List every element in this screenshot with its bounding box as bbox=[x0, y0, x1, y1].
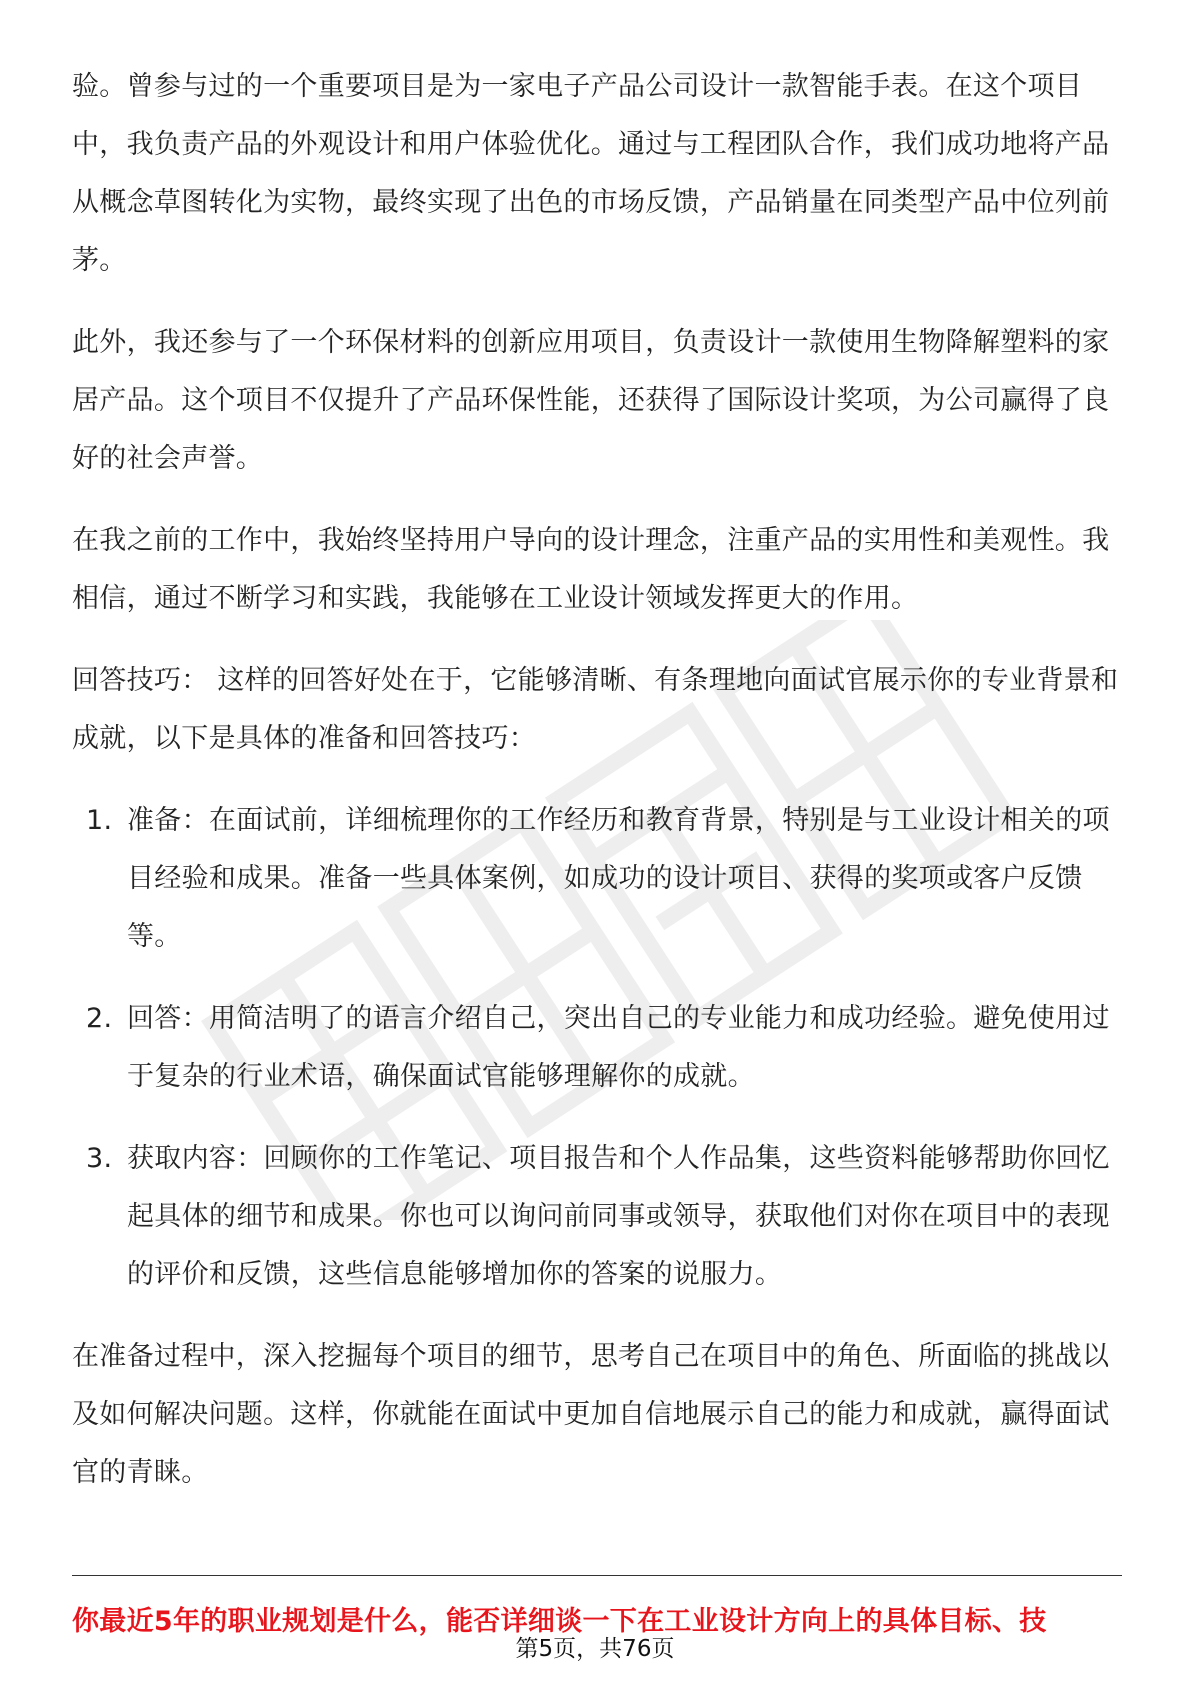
list-item-number: 1. bbox=[86, 805, 113, 836]
list-item bbox=[72, 990, 1122, 1106]
next-question-heading: 你最近5年的职业规划是什么，能否详细谈一下在工业设计方向上的具体目标、技 bbox=[72, 1606, 1047, 1637]
list-item bbox=[72, 792, 1122, 966]
section-divider bbox=[72, 1575, 1122, 1576]
list-item bbox=[72, 1130, 1122, 1304]
paragraph-design-philosophy: 在我之前的工作中，我始终坚持用户导向的设计理念，注重产品的实用性和美观性。我相信，通过不断学习和实践，我能够在工业设计领域发挥更大的作用。 bbox=[72, 525, 1110, 614]
list-item-text: 获取内容：回顾你的工作笔记、项目报告和个人作品集，这些资料能够帮助你回忆起具体的细节和成果。你也可以询问前同事或领导，获取他们对你在项目中的表现的评价和反馈，这些信息能够增加你的答案的说服力。 bbox=[127, 1143, 1110, 1290]
list-item-text: 准备：在面试前，详细梳理你的工作经历和教育背景，特别是与工业设计相关的项目经验和成果。准备一些具体案例，如成功的设计项目、获得的奖项或客户反馈等。 bbox=[127, 805, 1110, 952]
list-item-number: 3. bbox=[86, 1143, 113, 1174]
document-body bbox=[72, 58, 1122, 1526]
page-number: 第5页，共76页 bbox=[515, 1636, 675, 1662]
tips-list bbox=[72, 792, 1122, 1304]
paragraph-answer-tips: 回答技巧： 这样的回答好处在于，它能够清晰、有条理地向面试官展示你的专业背景和成就，以下是具体的准备和回答技巧： bbox=[72, 665, 1119, 754]
paragraph-closing: 在准备过程中，深入挖掘每个项目的细节，思考自己在项目中的角色、所面临的挑战以及如何解决问题。这样，你就能在面试中更加自信地展示自己的能力和成就，赢得面试官的青睐。 bbox=[72, 1341, 1110, 1488]
list-item-text: 回答：用简洁明了的语言介绍自己，突出自己的专业能力和成功经验。避免使用过于复杂的行业术语，确保面试官能够理解你的成就。 bbox=[127, 1003, 1110, 1092]
list-item-number: 2. bbox=[86, 1003, 113, 1034]
paragraph-eco-project: 此外，我还参与了一个环保材料的创新应用项目，负责设计一款使用生物降解塑料的家居产品。这个项目不仅提升了产品环保性能，还获得了国际设计奖项，为公司赢得了良好的社会声誉。 bbox=[72, 327, 1110, 474]
paragraph-project-experience: 验。曾参与过的一个重要项目是为一家电子产品公司设计一款智能手表。在这个项目中，我负责产品的外观设计和用户体验优化。通过与工程团队合作，我们成功地将产品从概念草图转化为实物，最终实现了出色的市场反馈，产品销量在同类型产品中位列前茅。 bbox=[72, 71, 1110, 276]
